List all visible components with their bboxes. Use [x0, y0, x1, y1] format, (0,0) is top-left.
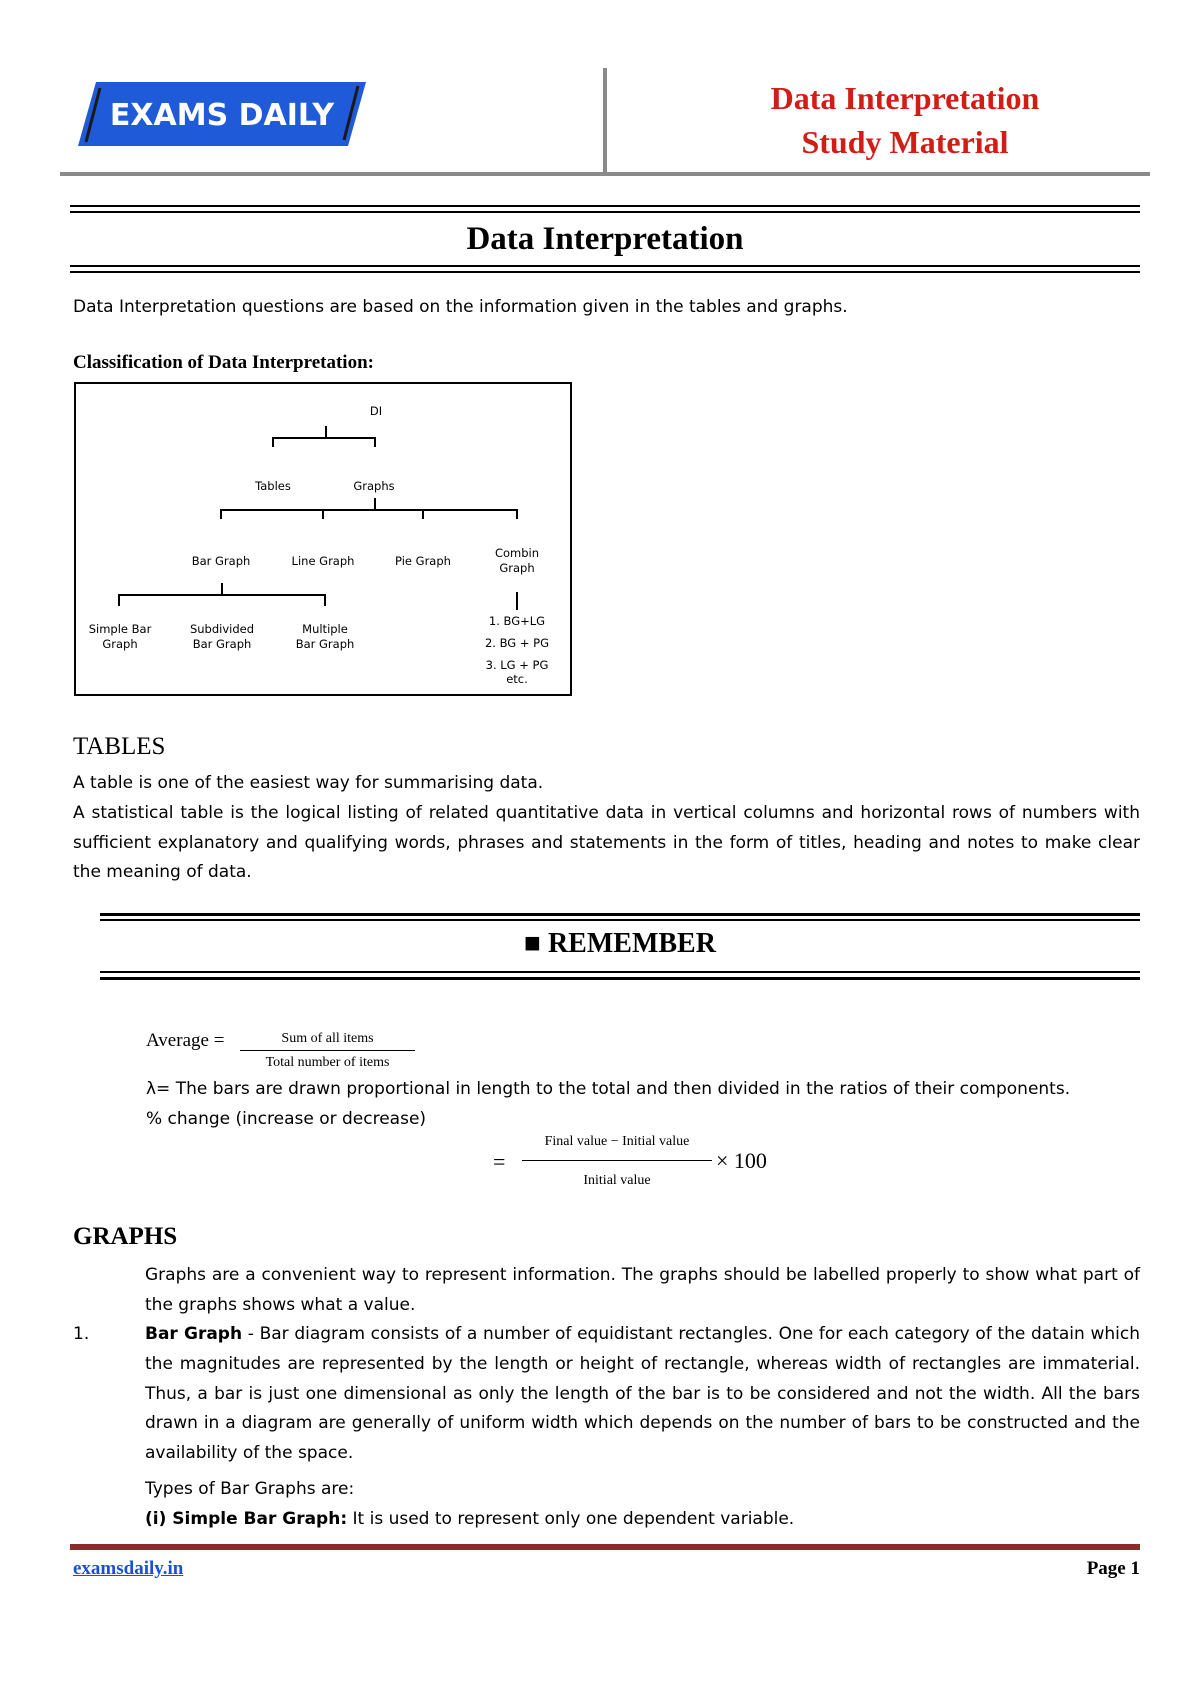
remember-rule-top-2 — [100, 919, 1140, 921]
bar-graph-types: Types of Bar Graphs are: — [145, 1479, 355, 1499]
page-number: Page 1 — [1086, 1558, 1140, 1579]
node-combin-line2: Graph — [499, 561, 535, 575]
percent-equals: = — [493, 1149, 506, 1174]
lambda-text: λ= The bars are drawn proportional in length to the total and then divided in the ratios of their components. — [146, 1079, 1071, 1099]
simple-bar-graph-title: (i) Simple Bar Graph: — [145, 1509, 348, 1529]
exams-daily-logo — [78, 82, 366, 146]
connector — [220, 509, 222, 519]
graphs-intro: Graphs are a convenient way to represent information. The graphs should be labelled properly to show what part of the graphs shows what a value. — [145, 1265, 1140, 1315]
title-rule-bottom-2 — [70, 271, 1140, 273]
combo-2: 2. BG + PG — [484, 636, 550, 650]
intro-text: Data Interpretation questions are based on the information given in the tables and graphs. — [73, 297, 848, 317]
node-line-graph: Line Graph — [291, 554, 355, 568]
title-rule-top — [70, 205, 1140, 207]
percent-fraction-bar — [522, 1160, 712, 1161]
connector — [516, 509, 518, 519]
footer-site-link[interactable]: examsdaily.in — [73, 1558, 184, 1579]
connector — [272, 437, 376, 439]
node-di: DI — [369, 404, 383, 418]
connector — [422, 509, 424, 519]
percent-numerator: Final value − Initial value — [544, 1134, 690, 1149]
footer-rule — [70, 1544, 1140, 1550]
node-combinations — [485, 610, 549, 698]
simple-bar-graph-desc: It is used to represent only one dependent variable. — [347, 1509, 795, 1529]
connector — [516, 592, 518, 610]
node-tables: Tables — [255, 479, 291, 493]
node-multiple-line2: Bar Graph — [295, 637, 355, 651]
bar-graph-number: 1. — [73, 1324, 90, 1344]
average-fraction-bar — [240, 1050, 415, 1051]
percent-times-100: × 100 — [716, 1148, 767, 1173]
tables-heading: TABLES — [73, 733, 166, 760]
title-rule-top-2 — [70, 211, 1140, 213]
node-multiple-bar — [296, 622, 355, 652]
connector — [220, 509, 518, 511]
average-label: Average = — [146, 1030, 225, 1051]
header-subtitle: Study Material — [801, 124, 1009, 160]
node-pie-graph: Pie Graph — [395, 554, 451, 568]
node-multiple-line1: Multiple — [302, 622, 348, 636]
connector — [272, 437, 274, 447]
classification-heading: Classification of Data Interpretation: — [73, 352, 374, 373]
page-title: Data Interpretation — [466, 221, 744, 257]
node-subdivided-line1: Subdivided — [189, 622, 255, 636]
header-divider — [603, 68, 607, 172]
remember-rule-bottom — [100, 971, 1140, 973]
percent-change-label: % change (increase or decrease) — [146, 1109, 427, 1129]
combo-1: 1. BG+LG — [488, 614, 546, 628]
remember-rule-bottom-2 — [100, 977, 1140, 980]
bar-graph-desc: - Bar diagram consists of a number of equidistant rectangles. One for each category of the datain which the magnitudes are represented by the length or height of rectangle, whereas width of rectangles are immaterial. Thus, a bar is just one dimensional as only the length of the bar is to be considered and not the width. All the bars drawn in a diagram are generally of uniform width which depends on the number of bars to be constructed and the availability of the space. — [145, 1324, 1140, 1464]
bar-graph-title: Bar Graph — [145, 1324, 243, 1344]
connector — [324, 594, 326, 606]
tables-line-2: A statistical table is the logical listing of related quantitative data in vertical columns and horizontal rows of numbers with sufficient explanatory and qualifying words, phrases and statements in the form of titles, heading and notes to make clear the meaning of data. — [73, 802, 1140, 883]
combo-3: 3. LG + PG — [485, 658, 549, 672]
remember-title: ■ REMEMBER — [524, 928, 716, 959]
connector — [118, 594, 326, 596]
logo-text: EXAMS DAILY — [109, 98, 335, 133]
node-combin-line1: Combin — [494, 546, 540, 560]
node-combin-graph — [495, 546, 539, 576]
connector — [322, 509, 324, 519]
connector — [118, 594, 120, 606]
percent-denominator: Initial value — [583, 1173, 651, 1188]
average-numerator: Sum of all items — [281, 1031, 374, 1046]
node-subdivided-line2: Bar Graph — [192, 637, 252, 651]
header-title: Data Interpretation — [770, 80, 1040, 116]
header-rule — [60, 172, 1150, 176]
graphs-heading: GRAPHS — [73, 1223, 178, 1250]
node-simple-bar-line1: Simple Bar — [88, 622, 152, 636]
node-simple-bar — [89, 622, 152, 652]
tables-line-1: A table is one of the easiest way for summarising data. — [73, 773, 544, 793]
title-rule-bottom — [70, 265, 1140, 267]
node-bar-graph: Bar Graph — [191, 554, 251, 568]
node-simple-bar-line2: Graph — [102, 637, 138, 651]
bar-graph-text — [145, 1320, 1140, 1469]
node-subdivided-bar — [190, 622, 254, 652]
simple-bar-graph-text — [145, 1505, 794, 1535]
combo-4: etc. — [506, 672, 528, 686]
average-denominator: Total number of items — [265, 1055, 390, 1070]
node-graphs: Graphs — [353, 479, 395, 493]
tables-text — [73, 769, 1140, 888]
remember-rule-top — [100, 913, 1140, 916]
classification-diagram — [74, 382, 572, 696]
connector — [374, 437, 376, 447]
